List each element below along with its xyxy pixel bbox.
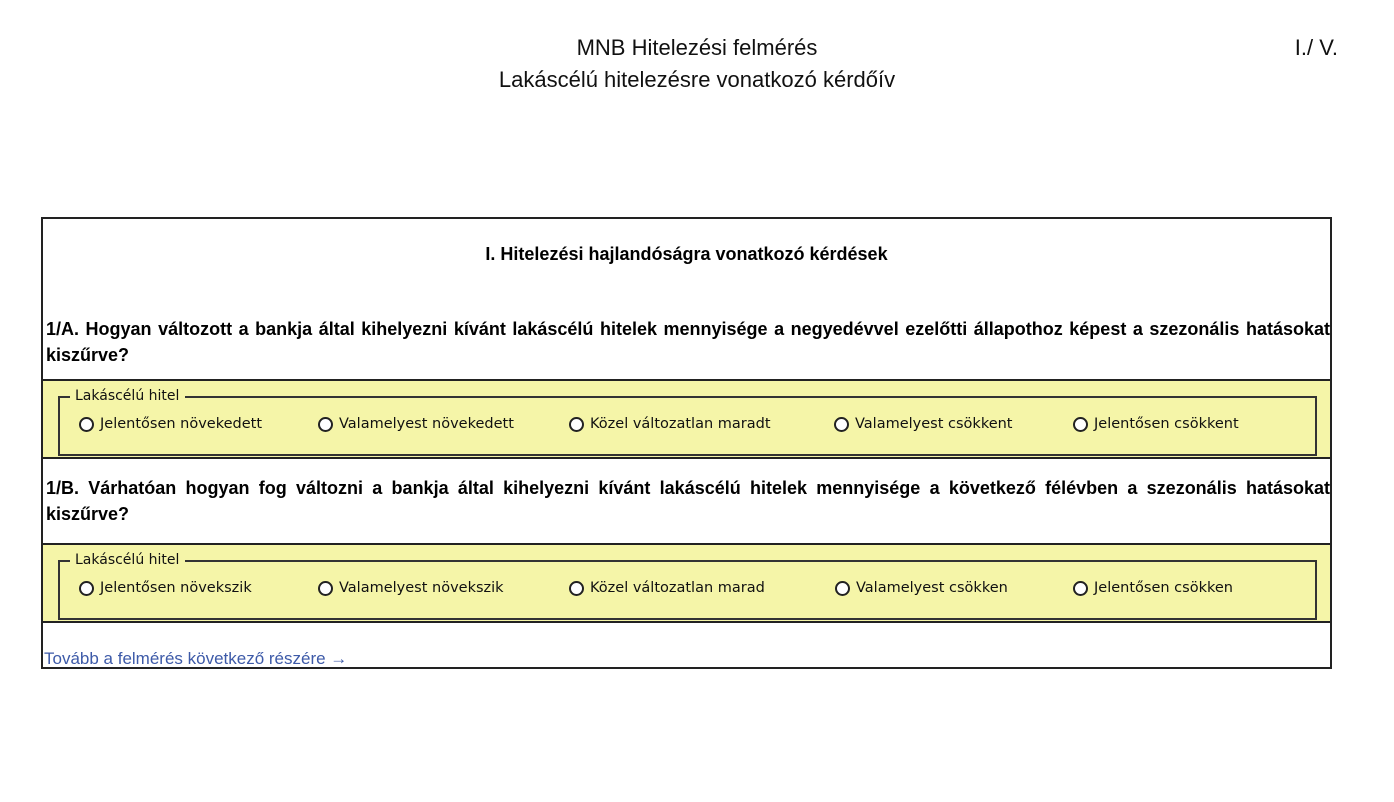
radio-button[interactable]	[1073, 417, 1088, 432]
radio-group-1a	[58, 388, 1317, 456]
option-1b-2[interactable]	[318, 578, 504, 598]
next-section-link[interactable]: Tovább a felmérés következő részére →	[44, 649, 348, 668]
option-1a-2[interactable]	[318, 414, 514, 434]
section-title: I. Hitelezési hajlandóságra vonatkozó kérdések	[485, 244, 888, 264]
page-indicator: I./ V.	[1294, 35, 1338, 60]
option-label: Jelentősen növekedett	[100, 416, 263, 432]
survey-title-line2: Lakáscélú hitelezésre vonatkozó kérdőív	[498, 67, 896, 92]
survey-title-line1: MNB Hitelezési felmérés	[576, 35, 818, 60]
option-label: Közel változatlan marad	[590, 580, 765, 596]
option-label: Valamelyest csökkent	[855, 416, 1013, 432]
option-1a-1[interactable]	[79, 414, 262, 434]
option-label: Valamelyest csökken	[856, 580, 1008, 596]
answer-band-1b	[43, 543, 1330, 623]
question-1b: 1/B. Várhatóan hogyan fog változni a bankja által kihelyezni kívánt lakáscélú hitelek mennyisége a következő félévben a szezonális hatásokat kiszűrve?	[46, 478, 1330, 524]
option-label: Jelentősen csökken	[1094, 580, 1233, 596]
option-1a-5[interactable]	[1073, 414, 1239, 434]
radio-button[interactable]	[1073, 581, 1088, 596]
survey-form	[41, 217, 1332, 669]
radio-group-label: Lakáscélú hitel	[70, 387, 185, 405]
radio-group-1b	[58, 552, 1317, 620]
answer-band-1a	[43, 379, 1330, 459]
option-1b-4[interactable]	[835, 578, 1008, 598]
option-label: Közel változatlan maradt	[590, 416, 771, 432]
option-1a-3[interactable]	[569, 414, 771, 434]
question-1a: 1/A. Hogyan változott a bankja által kihelyezni kívánt lakáscélú hitelek mennyisége a negyedévvel ezelőtti állapothoz képest a szezonális hatásokat kiszűrve?	[46, 319, 1330, 365]
option-label: Jelentősen növekszik	[100, 580, 252, 596]
survey-title	[0, 32, 1394, 96]
option-label: Valamelyest növekedett	[339, 416, 514, 432]
option-label: Valamelyest növekszik	[339, 580, 504, 596]
option-1a-4[interactable]	[834, 414, 1013, 434]
radio-group-label: Lakáscélú hitel	[70, 551, 185, 569]
radio-button[interactable]	[318, 581, 333, 596]
radio-button[interactable]	[569, 417, 584, 432]
radio-button[interactable]	[569, 581, 584, 596]
option-1b-5[interactable]	[1073, 578, 1233, 598]
radio-button[interactable]	[835, 581, 850, 596]
radio-button[interactable]	[318, 417, 333, 432]
radio-button[interactable]	[834, 417, 849, 432]
option-label: Jelentősen csökkent	[1094, 416, 1239, 432]
option-1b-3[interactable]	[569, 578, 765, 598]
option-1b-1[interactable]	[79, 578, 252, 598]
radio-button[interactable]	[79, 581, 94, 596]
radio-button[interactable]	[79, 417, 94, 432]
